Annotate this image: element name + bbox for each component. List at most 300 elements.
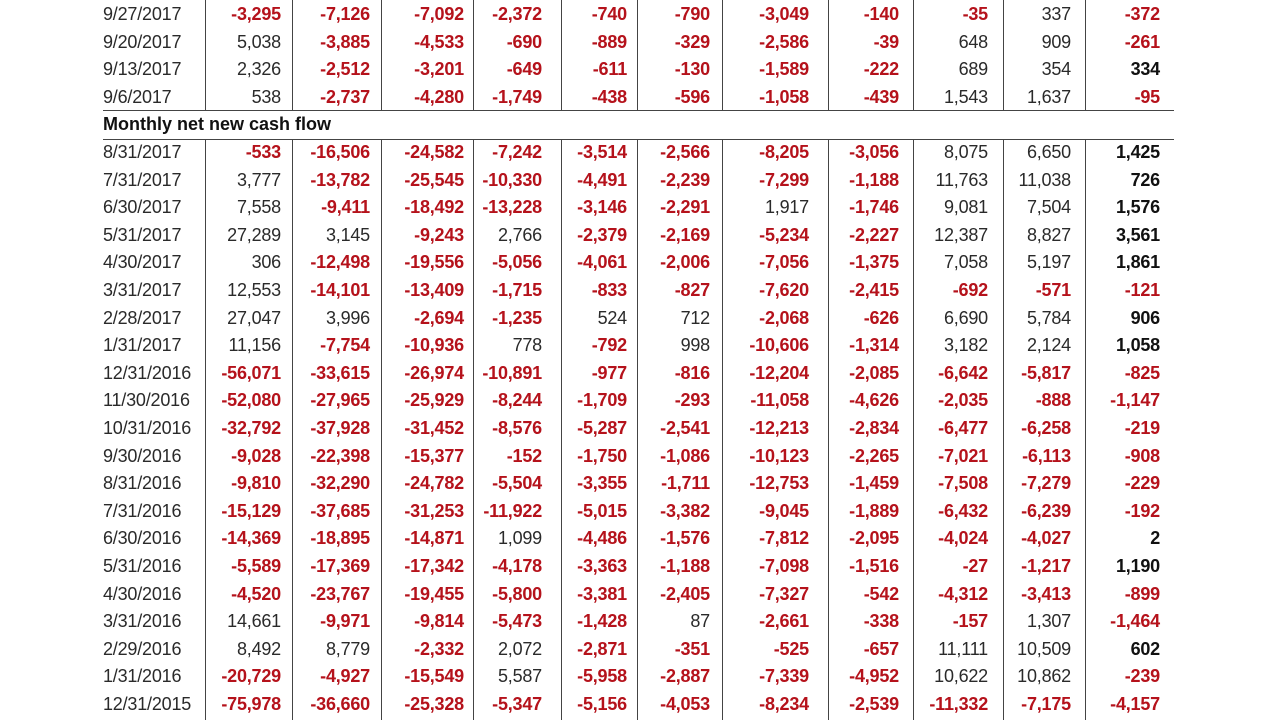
row-date: 7/31/2016	[103, 500, 182, 521]
value-cell: 5,197	[1026, 252, 1071, 273]
value-cell: -5,589	[231, 556, 281, 576]
value-cell: -6,642	[938, 362, 988, 383]
value-cell: -293	[674, 390, 710, 411]
value-cell: 337	[1041, 4, 1071, 24]
value-cell: -7,175	[1021, 694, 1071, 714]
value-cell: -329	[674, 31, 710, 52]
value-cell: -351	[674, 638, 710, 659]
row-date: 12/31/2016	[103, 362, 192, 383]
value-cell: 27,289	[227, 224, 281, 245]
value-cell: -16,506	[310, 142, 370, 162]
value-cell: 10,862	[1017, 666, 1071, 687]
total-cell: 1,861	[1115, 252, 1160, 273]
row-date: 9/30/2016	[103, 445, 182, 466]
value-cell: -8,244	[492, 390, 542, 411]
value-cell: -9,243	[414, 224, 464, 245]
value-cell: -4,178	[492, 556, 542, 576]
total-cell: 334	[1130, 59, 1160, 79]
value-cell: -1,889	[849, 500, 899, 521]
value-cell: -649	[506, 59, 542, 79]
row-date: 9/6/2017	[103, 86, 172, 107]
value-cell: 8,075	[943, 142, 988, 162]
total-cell: -4,157	[1110, 694, 1160, 714]
value-cell: -2,291	[660, 197, 710, 218]
row-date: 8/31/2017	[103, 142, 182, 162]
value-cell: -6,258	[1021, 418, 1071, 438]
value-cell: -7,092	[414, 4, 464, 24]
value-cell: 1,637	[1026, 86, 1071, 107]
value-cell: -6,432	[938, 500, 988, 521]
value-cell: 27,047	[227, 307, 281, 328]
total-cell: -192	[1124, 500, 1160, 521]
total-cell: 1,425	[1115, 142, 1160, 162]
value-cell: -3,381	[577, 583, 627, 604]
value-cell: -2,379	[577, 224, 627, 245]
value-cell: -5,958	[577, 666, 627, 687]
value-cell: -39	[873, 31, 899, 52]
value-cell: -833	[591, 280, 627, 300]
value-cell: -12,498	[310, 252, 370, 273]
value-cell: -14,369	[221, 528, 281, 549]
total-cell: 602	[1130, 638, 1160, 659]
total-cell: -239	[1124, 666, 1160, 687]
value-cell: -1,188	[849, 169, 899, 190]
value-cell: -2,512	[320, 59, 370, 79]
value-cell: -35	[962, 4, 988, 24]
value-cell: 11,111	[938, 638, 988, 659]
value-cell: 354	[1041, 59, 1071, 79]
value-cell: -2,834	[849, 418, 899, 438]
value-cell: -17,342	[404, 556, 464, 576]
row-date: 1/31/2016	[103, 666, 182, 687]
value-cell: -8,234	[759, 694, 809, 714]
value-cell: -4,280	[414, 86, 464, 107]
value-cell: -1,375	[849, 252, 899, 273]
total-cell: 906	[1130, 307, 1160, 328]
value-cell: -4,312	[938, 583, 988, 604]
value-cell: -5,015	[577, 500, 627, 521]
value-cell: -2,737	[320, 86, 370, 107]
value-cell: 7,558	[236, 197, 281, 218]
value-cell: -10,330	[482, 169, 542, 190]
value-cell: -5,056	[492, 252, 542, 273]
value-cell: -7,327	[759, 583, 809, 604]
value-cell: -6,113	[1022, 445, 1071, 466]
value-cell: -3,363	[577, 556, 627, 576]
value-cell: -7,021	[938, 445, 988, 466]
value-cell: 11,038	[1018, 169, 1071, 190]
value-cell: -3,514	[577, 142, 627, 162]
value-cell: -5,287	[577, 418, 627, 438]
value-cell: -7,279	[1021, 473, 1071, 494]
value-cell: -9,971	[320, 611, 370, 632]
value-cell: -56,071	[221, 362, 281, 383]
value-cell: 87	[690, 611, 710, 632]
value-cell: 3,777	[236, 169, 281, 190]
value-cell: 11,763	[935, 169, 988, 190]
value-cell: -4,533	[414, 31, 464, 52]
row-date: 5/31/2017	[103, 224, 182, 245]
value-cell: -657	[863, 638, 899, 659]
value-cell: -9,814	[414, 611, 464, 632]
value-cell: -2,095	[849, 528, 899, 549]
value-cell: -1,711	[661, 473, 710, 494]
row-date: 9/27/2017	[103, 4, 182, 24]
value-cell: -1,235	[492, 307, 542, 328]
row-date: 7/31/2017	[103, 169, 182, 190]
value-cell: -7,339	[759, 666, 809, 687]
column-divider	[381, 139, 382, 720]
value-cell: -7,126	[320, 4, 370, 24]
value-cell: 14,661	[227, 611, 281, 632]
value-cell: -2,661	[759, 611, 809, 632]
value-cell: -157	[952, 611, 988, 632]
value-cell: -2,332	[414, 638, 464, 659]
value-cell: 5,587	[497, 666, 542, 687]
row-date: 2/29/2016	[103, 638, 182, 659]
value-cell: -2,405	[660, 583, 710, 604]
value-cell: -2,227	[849, 224, 899, 245]
value-cell: -52,080	[221, 390, 281, 411]
value-cell: -13,782	[310, 169, 370, 190]
value-cell: 8,827	[1026, 224, 1071, 245]
value-cell: -33,615	[310, 362, 370, 383]
value-cell: -338	[863, 611, 899, 632]
value-cell: -2,239	[660, 169, 710, 190]
value-cell: 2,072	[497, 638, 542, 659]
value-cell: -2,586	[759, 31, 809, 52]
value-cell: -75,978	[221, 694, 281, 714]
value-cell: 689	[958, 59, 988, 79]
value-cell: -5,800	[492, 583, 542, 604]
value-cell: -37,928	[310, 418, 370, 438]
value-cell: -596	[674, 86, 710, 107]
total-cell: -899	[1124, 583, 1160, 604]
value-cell: 5,784	[1026, 307, 1071, 328]
row-date: 3/31/2017	[103, 280, 182, 300]
value-cell: 2,124	[1026, 335, 1071, 356]
value-cell: -12,213	[749, 418, 809, 438]
value-cell: -2,265	[849, 445, 899, 466]
value-cell: -15,549	[404, 666, 464, 687]
value-cell: -1,715	[492, 280, 542, 300]
value-cell: -439	[863, 86, 899, 107]
value-cell: -1,516	[849, 556, 899, 576]
value-cell: -6,477	[938, 418, 988, 438]
total-cell: 3,561	[1115, 224, 1160, 245]
value-cell: -15,129	[221, 500, 281, 521]
value-cell: -31,253	[404, 500, 464, 521]
value-cell: 3,182	[943, 335, 988, 356]
value-cell: -525	[773, 638, 809, 659]
row-date: 5/31/2016	[103, 556, 182, 576]
value-cell: -20,729	[221, 666, 281, 687]
value-cell: -27,965	[310, 390, 370, 411]
value-cell: 9,081	[943, 197, 988, 218]
value-cell: -2,694	[414, 307, 464, 328]
value-cell: -4,061	[577, 252, 627, 273]
value-cell: -1,086	[660, 445, 710, 466]
value-cell: -3,295	[231, 4, 281, 24]
value-cell: -1,058	[759, 86, 809, 107]
value-cell: -5,504	[492, 473, 542, 494]
value-cell: -11,058	[750, 390, 809, 411]
value-cell: -3,885	[320, 31, 370, 52]
value-cell: -2,871	[577, 638, 627, 659]
value-cell: -14,101	[310, 280, 370, 300]
value-cell: -692	[952, 280, 988, 300]
total-cell: 2	[1150, 528, 1160, 549]
row-date: 4/30/2017	[103, 252, 182, 273]
value-cell: -9,810	[231, 473, 281, 494]
value-cell: -9,411	[321, 197, 370, 218]
value-cell: -15,377	[404, 445, 464, 466]
value-cell: 538	[251, 86, 281, 107]
row-date: 2/28/2017	[103, 307, 182, 328]
row-date: 6/30/2017	[103, 197, 182, 218]
section-title-monthly: Monthly net new cash flow	[103, 114, 332, 134]
value-cell: -31,452	[404, 418, 464, 438]
value-cell: -2,085	[849, 362, 899, 383]
value-cell: -18,492	[404, 197, 464, 218]
value-cell: -571	[1035, 280, 1071, 300]
value-cell: -1,576	[660, 528, 710, 549]
value-cell: -1,314	[849, 335, 899, 356]
value-cell: -24,782	[404, 473, 464, 494]
row-date: 9/13/2017	[103, 59, 182, 79]
value-cell: -7,098	[759, 556, 809, 576]
value-cell: -3,201	[414, 59, 464, 79]
value-cell: -1,217	[1021, 556, 1071, 576]
value-cell: 7,504	[1026, 197, 1071, 218]
value-cell: -4,027	[1021, 528, 1071, 549]
value-cell: -11,922	[483, 500, 542, 521]
row-date: 8/31/2016	[103, 473, 182, 494]
row-date: 6/30/2016	[103, 528, 182, 549]
value-cell: -8,576	[492, 418, 542, 438]
value-cell: -22,398	[310, 445, 370, 466]
value-cell: -27	[962, 556, 988, 576]
value-cell: -13,228	[482, 197, 542, 218]
value-cell: -2,169	[660, 224, 710, 245]
value-cell: -1,749	[492, 86, 542, 107]
value-cell: -4,024	[938, 528, 988, 549]
value-cell: 10,622	[934, 666, 988, 687]
value-cell: -25,545	[404, 169, 464, 190]
value-cell: -4,491	[577, 169, 627, 190]
row-date: 3/31/2016	[103, 611, 182, 632]
value-cell: -222	[863, 59, 899, 79]
value-cell: -792	[591, 335, 627, 356]
value-cell: -130	[674, 59, 710, 79]
value-cell: -11,332	[929, 694, 988, 714]
value-cell: 10,509	[1017, 638, 1071, 659]
value-cell: -3,382	[660, 500, 710, 521]
value-cell: -6,239	[1021, 500, 1071, 521]
value-cell: -827	[674, 280, 710, 300]
value-cell: -3,056	[849, 142, 899, 162]
value-cell: 6,690	[943, 307, 988, 328]
total-cell: -219	[1124, 418, 1160, 438]
value-cell: 998	[680, 335, 710, 356]
value-cell: -3,355	[577, 473, 627, 494]
column-divider	[381, 0, 382, 110]
total-cell: -121	[1124, 280, 1160, 300]
column-divider	[722, 139, 723, 720]
value-cell: -816	[674, 362, 710, 383]
value-cell: -626	[863, 307, 899, 328]
value-cell: -533	[245, 142, 281, 162]
value-cell: 3,996	[325, 307, 370, 328]
value-cell: -10,936	[404, 335, 464, 356]
value-cell: -740	[591, 4, 627, 24]
value-cell: -7,056	[759, 252, 809, 273]
value-cell: -3,049	[759, 4, 809, 24]
value-cell: -5,234	[759, 224, 809, 245]
value-cell: -7,754	[320, 335, 370, 356]
value-cell: -1,709	[577, 390, 627, 411]
value-cell: -25,929	[404, 390, 464, 411]
value-cell: -2,415	[849, 280, 899, 300]
value-cell: -7,299	[759, 169, 809, 190]
value-cell: -4,520	[231, 583, 281, 604]
value-cell: 306	[251, 252, 281, 273]
value-cell: -3,146	[577, 197, 627, 218]
value-cell: 12,553	[227, 280, 281, 300]
value-cell: -2,566	[660, 142, 710, 162]
value-cell: -10,606	[749, 335, 809, 356]
value-cell: -26,974	[404, 362, 464, 383]
value-cell: -7,508	[938, 473, 988, 494]
row-date: 10/31/2016	[103, 418, 192, 438]
value-cell: -14,871	[404, 528, 464, 549]
value-cell: -4,486	[577, 528, 627, 549]
value-cell: -4,626	[849, 390, 899, 411]
value-cell: -977	[591, 362, 627, 383]
value-cell: -13,409	[404, 280, 464, 300]
value-cell: -2,539	[849, 694, 899, 714]
value-cell: -24,582	[404, 142, 464, 162]
value-cell: -4,952	[849, 666, 899, 687]
value-cell: -152	[506, 445, 542, 466]
value-cell: -4,927	[320, 666, 370, 687]
value-cell: -7,812	[759, 528, 809, 549]
value-cell: -2,541	[660, 418, 710, 438]
value-cell: -790	[674, 4, 710, 24]
value-cell: 1,307	[1026, 611, 1071, 632]
value-cell: -4,053	[660, 694, 710, 714]
total-cell: -1,147	[1110, 390, 1160, 411]
value-cell: 7,058	[943, 252, 988, 273]
value-cell: -2,068	[759, 307, 809, 328]
value-cell: -140	[863, 4, 899, 24]
value-cell: -18,895	[310, 528, 370, 549]
value-cell: 8,492	[236, 638, 281, 659]
value-cell: -542	[863, 583, 899, 604]
column-divider	[722, 0, 723, 110]
value-cell: -1,750	[577, 445, 627, 466]
value-cell: 778	[512, 335, 542, 356]
value-cell: -36,660	[310, 694, 370, 714]
value-cell: 1,099	[497, 528, 542, 549]
value-cell: -8,205	[759, 142, 809, 162]
value-cell: -1,589	[759, 59, 809, 79]
row-date: 11/30/2016	[103, 390, 190, 411]
value-cell: -12,753	[749, 473, 809, 494]
total-cell: -95	[1134, 86, 1160, 107]
value-cell: -10,891	[482, 362, 542, 383]
value-cell: -5,347	[492, 694, 542, 714]
value-cell: -1,459	[849, 473, 899, 494]
value-cell: 12,387	[934, 224, 988, 245]
value-cell: -438	[591, 86, 627, 107]
value-cell: -5,156	[577, 694, 627, 714]
value-cell: -7,620	[759, 280, 809, 300]
value-cell: -5,473	[492, 611, 542, 632]
total-cell: 1,058	[1115, 335, 1160, 356]
row-date: 4/30/2016	[103, 583, 182, 604]
value-cell: -37,685	[310, 500, 370, 521]
value-cell: 648	[958, 31, 988, 52]
value-cell: 2,766	[497, 224, 542, 245]
total-cell: -825	[1124, 362, 1160, 383]
value-cell: -1,188	[660, 556, 710, 576]
value-cell: -23,767	[310, 583, 370, 604]
row-date: 12/31/2015	[103, 694, 192, 714]
value-cell: -10,123	[749, 445, 809, 466]
value-cell: 3,145	[325, 224, 370, 245]
value-cell: -19,455	[404, 583, 464, 604]
total-cell: -1,464	[1110, 611, 1160, 632]
value-cell: -1,746	[849, 197, 899, 218]
row-date: 1/31/2017	[103, 335, 182, 356]
value-cell: -2,035	[938, 390, 988, 411]
value-cell: -690	[506, 31, 542, 52]
value-cell: -32,290	[310, 473, 370, 494]
value-cell: -25,328	[404, 694, 464, 714]
value-cell: 6,650	[1026, 142, 1071, 162]
total-cell: -261	[1124, 31, 1160, 52]
value-cell: 2,326	[236, 59, 281, 79]
value-cell: -7,242	[492, 142, 542, 162]
value-cell: 909	[1041, 31, 1071, 52]
value-cell: 5,038	[236, 31, 281, 52]
value-cell: -611	[592, 59, 627, 79]
value-cell: -5,817	[1021, 362, 1071, 383]
value-cell: -9,045	[759, 500, 809, 521]
value-cell: -1,428	[577, 611, 627, 632]
value-cell: -3,413	[1021, 583, 1071, 604]
total-cell: 726	[1130, 169, 1160, 190]
total-cell: 1,576	[1115, 197, 1160, 218]
value-cell: -9,028	[231, 445, 281, 466]
total-cell: -229	[1124, 473, 1160, 494]
value-cell: -2,372	[492, 4, 542, 24]
value-cell: -2,887	[660, 666, 710, 687]
value-cell: -19,556	[404, 252, 464, 273]
total-cell: -372	[1124, 4, 1160, 24]
value-cell: 524	[597, 307, 627, 328]
total-cell: -908	[1124, 445, 1160, 466]
total-cell: 1,190	[1115, 556, 1160, 576]
value-cell: 1,543	[943, 86, 988, 107]
value-cell: -17,369	[310, 556, 370, 576]
row-date: 9/20/2017	[103, 31, 182, 52]
value-cell: -889	[591, 31, 627, 52]
value-cell: 712	[680, 307, 710, 328]
value-cell: -2,006	[660, 252, 710, 273]
value-cell: 1,917	[764, 197, 809, 218]
